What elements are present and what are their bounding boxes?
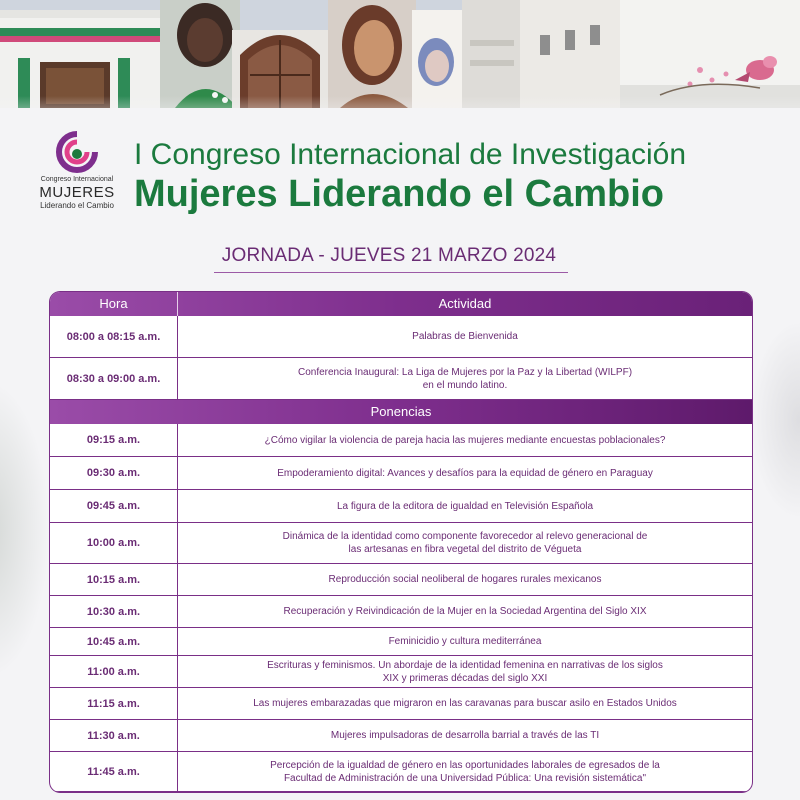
logo-big-text: MUJERES — [39, 184, 115, 201]
row-activity: Palabras de Bienvenida — [412, 331, 518, 342]
row-activity: ¿Cómo vigilar la violencia de pareja hacia las mujeres mediante encuestas poblacionales? — [264, 434, 666, 446]
row-activity: Dinámica de la identidad como componente favorecedor al relevo generacional de las artesanas en fibra vegetal del distrito de Végueta — [282, 531, 648, 555]
table-row — [50, 490, 752, 523]
row-time: 09:30 a.m. — [50, 457, 178, 489]
row-time: 09:15 a.m. — [50, 424, 178, 456]
logo-small-text: Congreso Internacional — [40, 176, 114, 183]
row-time: 10:00 a.m. — [50, 523, 178, 563]
column-header-actividad: Actividad — [438, 296, 492, 311]
congress-logo — [22, 130, 132, 230]
table-row — [50, 564, 752, 596]
logo-mark-icon — [55, 130, 99, 174]
row-activity: Percepción de la igualdad de género en las oportunidades laborales de egresados de la Facultad de Administración de una Universidad Pública: Una revisión sistemática" — [270, 759, 660, 784]
row-activity: Recuperación y Reivindicación de la Mujer en la Sociedad Argentina del Siglo XIX — [283, 606, 647, 617]
table-row — [50, 358, 752, 400]
page-title-line2: Mujeres Liderando el Cambio — [134, 173, 664, 215]
row-activity: Empoderamiento digital: Avances y desafíos para la equidad de género en Paraguay — [277, 467, 653, 479]
row-activity: Feminicidio y cultura mediterránea — [388, 636, 542, 647]
row-activity: Conferencia Inaugural: La Liga de Mujeres por la Paz y la Libertad (WILPF) en el mundo latino. — [297, 366, 633, 391]
table-row — [50, 628, 752, 656]
row-time: 09:45 a.m. — [50, 490, 178, 522]
table-row — [50, 720, 752, 752]
section-header-ponencias: Ponencias — [50, 400, 752, 424]
table-row — [50, 457, 752, 490]
table-row — [50, 596, 752, 628]
banner-illustration — [0, 0, 800, 108]
background-decoration-left — [0, 380, 50, 680]
column-header-hora: Hora — [50, 292, 178, 316]
background-decoration-right — [750, 320, 800, 520]
jornada-date-heading: JORNADA - JUEVES 21 MARZO 2024 — [221, 245, 557, 266]
row-time: 10:45 a.m. — [50, 628, 178, 655]
jornada-underline — [214, 272, 568, 273]
row-activity: Las mujeres embarazadas que migraron en las caravanas para buscar asilo en Estados Unidos — [253, 698, 677, 709]
table-row — [50, 688, 752, 720]
table-row — [50, 523, 752, 564]
row-time: 08:00 a 08:15 a.m. — [50, 316, 178, 357]
row-time: 10:15 a.m. — [50, 564, 178, 595]
table-row — [50, 316, 752, 358]
table-row — [50, 752, 752, 792]
row-time: 11:00 a.m. — [50, 656, 178, 687]
table-row — [50, 424, 752, 457]
row-activity: La figura de la editora de igualdad en Televisión Española — [336, 500, 594, 512]
row-time: 11:15 a.m. — [50, 688, 178, 719]
row-time: 08:30 a 09:00 a.m. — [50, 358, 178, 399]
row-time: 11:45 a.m. — [50, 752, 178, 791]
row-time: 11:30 a.m. — [50, 720, 178, 751]
page-title-line1: I Congreso Internacional de Investigación — [134, 138, 687, 171]
logo-sub-text: Liderando el Cambio — [40, 201, 114, 210]
row-time: 10:30 a.m. — [50, 596, 178, 627]
table-row — [50, 656, 752, 688]
header-photo-banner — [0, 0, 800, 108]
row-activity: Escrituras y feminismos. Un abordaje de la identidad femenina en narrativas de los siglos XIX y primeras décadas del siglo XXI — [267, 659, 663, 684]
row-activity: Mujeres impulsadoras de desarrolla barrial a través de las TI — [330, 730, 600, 741]
row-activity: Reproducción social neoliberal de hogares rurales mexicanos — [328, 574, 602, 585]
schedule-table — [50, 292, 752, 792]
table-header — [50, 292, 752, 316]
